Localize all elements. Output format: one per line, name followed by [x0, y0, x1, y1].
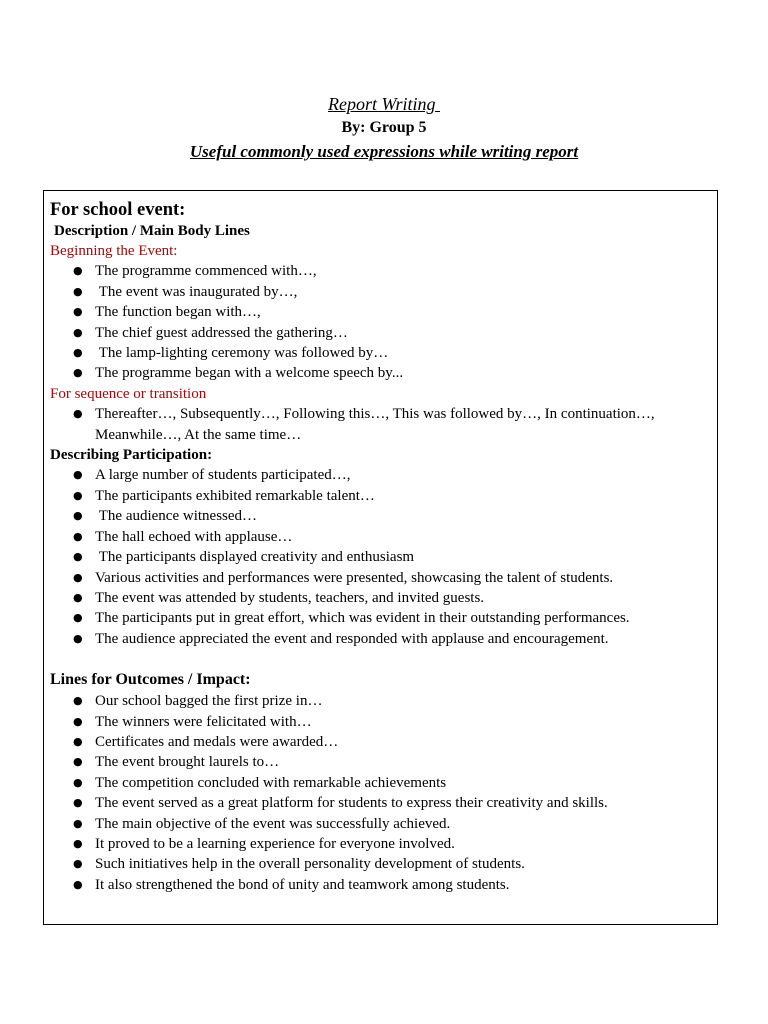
list-item-text: Certificates and medals were awarded…: [95, 733, 339, 750]
list-item-text: The event was attended by students, teachers, and invited guests.: [95, 589, 485, 606]
list-item-text: The participants exhibited remarkable talent…: [95, 487, 375, 504]
sequence-list: [50, 404, 710, 445]
bullet-icon: ●: [73, 857, 83, 871]
list-item-text: It proved to be a learning experience for everyone involved.: [95, 835, 455, 852]
outcomes-list: [50, 691, 710, 895]
list-item-text: The function began with…,: [95, 304, 261, 321]
list-item-text: Our school bagged the first prize in…: [95, 693, 323, 710]
list-item-text: The audience witnessed…: [95, 508, 258, 525]
bullet-icon: ●: [73, 284, 83, 298]
bullet-icon: ●: [73, 590, 83, 604]
list-item: [50, 302, 710, 322]
bullet-icon: ●: [73, 550, 83, 564]
list-item: [50, 752, 710, 772]
list-item: [50, 343, 710, 363]
document-subtitle: Useful commonly used expressions while writing report: [189, 142, 579, 161]
document-byline: By: Group 5: [341, 119, 427, 136]
bullet-icon: ●: [73, 734, 83, 748]
list-item: [50, 875, 710, 895]
bullet-icon: ●: [73, 714, 83, 728]
bullet-icon: ●: [73, 468, 83, 482]
list-item: [50, 793, 710, 813]
bullet-icon: ●: [73, 877, 83, 891]
list-item: [50, 608, 710, 628]
bullet-icon: ●: [73, 611, 83, 625]
bullet-icon: ●: [73, 529, 83, 543]
bullet-icon: ●: [73, 570, 83, 584]
bullet-icon: ●: [73, 796, 83, 810]
bullet-icon: ●: [73, 264, 83, 278]
bullet-icon: ●: [73, 775, 83, 789]
list-item: [50, 404, 710, 445]
list-item-text: The event served as a great platform for students to express their creativity and skills.: [95, 795, 608, 812]
list-item: [50, 282, 710, 302]
list-item: [50, 712, 710, 732]
bullet-icon: ●: [73, 694, 83, 708]
list-item-text: Various activities and performances were presented, showcasing the talent of students.: [95, 569, 614, 586]
bullet-icon: ●: [73, 631, 83, 645]
list-item: [50, 465, 710, 485]
list-item: [50, 588, 710, 608]
bullet-icon: ●: [73, 488, 83, 502]
list-item-text: A large number of students participated…,: [95, 467, 351, 484]
list-item-text: The chief guest addressed the gathering…: [95, 324, 348, 341]
list-item-text: The competition concluded with remarkable achievements: [95, 774, 447, 791]
list-item: [50, 527, 710, 547]
list-item-text: The programme commenced with…,: [95, 263, 317, 280]
list-item: [50, 691, 710, 711]
list-item-text: The event brought laurels to…: [95, 754, 280, 771]
bullet-icon: ●: [73, 836, 83, 850]
section-title: For school event:: [50, 200, 186, 220]
bullet-icon: ●: [73, 509, 83, 523]
participation-list: [50, 465, 710, 649]
list-item: [50, 261, 710, 281]
list-item-text: The programme began with a welcome speech by...: [95, 365, 404, 382]
bullet-icon: ●: [73, 407, 83, 421]
document-title: Report Writing: [328, 94, 440, 114]
list-item: [50, 814, 710, 834]
list-item-text: The participants displayed creativity and enthusiasm: [95, 549, 415, 566]
list-item: [50, 854, 710, 874]
list-item: [50, 547, 710, 567]
list-item: [50, 323, 710, 343]
list-item: [50, 834, 710, 854]
list-item: [50, 363, 710, 383]
list-item: [50, 486, 710, 506]
bullet-icon: ●: [73, 325, 83, 339]
list-item-text: The main objective of the event was successfully achieved.: [95, 815, 451, 832]
bullet-icon: ●: [73, 346, 83, 360]
outcomes-label: Lines for Outcomes / Impact:: [50, 671, 251, 689]
list-item-text: The lamp-lighting ceremony was followed by…: [95, 345, 389, 362]
list-item-text: Thereafter…, Subsequently…, Following this…, This was followed by…, In continuation…, Meanwhile…, At the same time…: [95, 406, 659, 443]
description-heading: Description / Main Body Lines: [54, 223, 250, 239]
bullet-icon: ●: [73, 816, 83, 830]
list-item-text: The event was inaugurated by…,: [95, 283, 298, 300]
list-item: [50, 773, 710, 793]
beginning-list: [50, 261, 710, 383]
list-item-text: It also strengthened the bond of unity and teamwork among students.: [95, 876, 510, 893]
bullet-icon: ●: [73, 366, 83, 380]
bullet-icon: ●: [73, 305, 83, 319]
list-item-text: Such initiatives help in the overall personality development of students.: [95, 856, 525, 873]
bullet-icon: ●: [73, 755, 83, 769]
list-item-text: The audience appreciated the event and responded with applause and encouragement.: [95, 630, 609, 647]
content-body: [50, 199, 710, 895]
list-item-text: The winners were felicitated with…: [95, 713, 312, 730]
list-item: [50, 732, 710, 752]
list-item: [50, 629, 710, 649]
list-item: [50, 506, 710, 526]
participation-label: Describing Participation:: [50, 447, 213, 464]
beginning-label: Beginning the Event:: [50, 243, 178, 259]
list-item-text: The hall echoed with applause…: [95, 528, 293, 545]
list-item: [50, 568, 710, 588]
sequence-label: For sequence or transition: [50, 385, 207, 402]
list-item-text: The participants put in great effort, which was evident in their outstanding performances.: [95, 610, 630, 627]
